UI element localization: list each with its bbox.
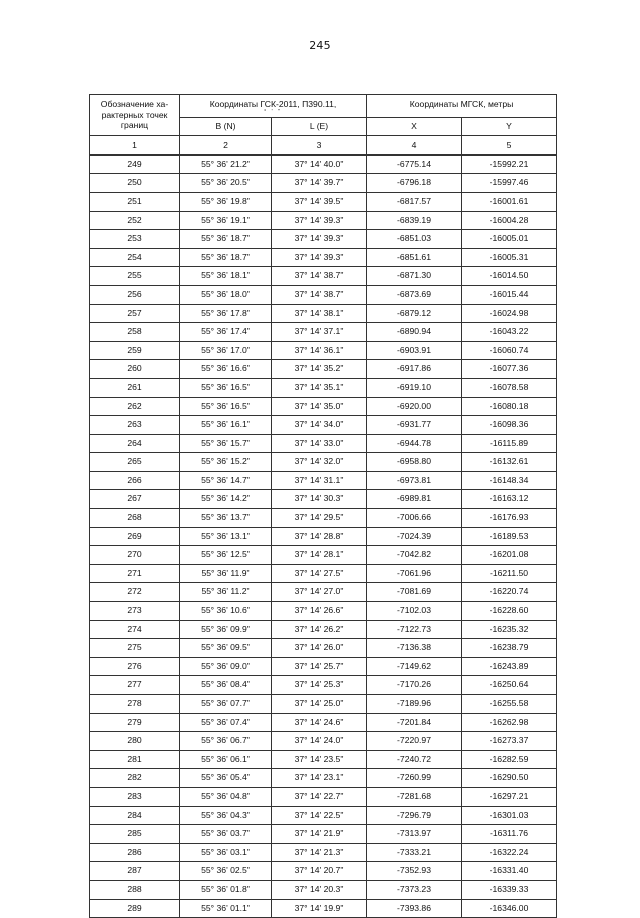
- x-cell: -6890.94: [367, 323, 462, 342]
- x-cell: -7061.96: [367, 564, 462, 583]
- point-id-cell: 272: [90, 583, 180, 602]
- table-row: [90, 397, 557, 416]
- table-row: [90, 676, 557, 695]
- latitude-cell: 55° 36' 18.0": [180, 285, 272, 304]
- longitude-cell: 37° 14' 23.1": [272, 769, 367, 788]
- longitude-cell: 37° 14' 21.9": [272, 825, 367, 844]
- y-cell: -16220.74: [462, 583, 557, 602]
- y-cell: -16255.58: [462, 695, 557, 714]
- table-row: [90, 211, 557, 230]
- point-id-cell: 258: [90, 323, 180, 342]
- table-row: [90, 471, 557, 490]
- latitude-cell: 55° 36' 09.9": [180, 620, 272, 639]
- point-id-cell: 271: [90, 564, 180, 583]
- x-cell: -7220.97: [367, 732, 462, 751]
- table-row: [90, 787, 557, 806]
- longitude-cell: 37° 14' 30.3": [272, 490, 367, 509]
- point-id-cell: 269: [90, 527, 180, 546]
- longitude-cell: 37° 14' 39.5": [272, 192, 367, 211]
- y-cell: -16235.32: [462, 620, 557, 639]
- point-id-cell: 261: [90, 378, 180, 397]
- longitude-cell: 37° 14' 20.7": [272, 862, 367, 881]
- latitude-cell: 55° 36' 06.7": [180, 732, 272, 751]
- y-cell: -16262.98: [462, 713, 557, 732]
- y-cell: -16060.74: [462, 341, 557, 360]
- y-cell: -16346.00: [462, 899, 557, 918]
- y-cell: -16115.89: [462, 434, 557, 453]
- table-row: [90, 360, 557, 379]
- x-cell: -7122.73: [367, 620, 462, 639]
- longitude-cell: 37° 14' 32.0": [272, 453, 367, 472]
- latitude-cell: 55° 36' 12.5": [180, 546, 272, 565]
- table-row: [90, 583, 557, 602]
- x-cell: -6851.03: [367, 230, 462, 249]
- x-cell: -7136.38: [367, 639, 462, 658]
- table-row: [90, 657, 557, 676]
- page-number: 245: [309, 39, 331, 52]
- header-gsk-title: Координаты ГСК-2011, П390.11,: [209, 99, 337, 109]
- header-gsk-units: ° ' ": [264, 109, 282, 115]
- table-row: [90, 304, 557, 323]
- table-row: [90, 267, 557, 286]
- y-cell: -16077.36: [462, 360, 557, 379]
- latitude-cell: 55° 36' 19.8": [180, 192, 272, 211]
- y-cell: -16297.21: [462, 787, 557, 806]
- latitude-cell: 55° 36' 18.7": [180, 230, 272, 249]
- x-cell: -6917.86: [367, 360, 462, 379]
- y-cell: -16098.36: [462, 416, 557, 435]
- point-id-cell: 255: [90, 267, 180, 286]
- point-id-cell: 286: [90, 843, 180, 862]
- latitude-cell: 55° 36' 05.4": [180, 769, 272, 788]
- latitude-cell: 55° 36' 14.2": [180, 490, 272, 509]
- table-row: [90, 174, 557, 193]
- y-cell: -16176.93: [462, 509, 557, 528]
- longitude-cell: 37° 14' 25.0": [272, 695, 367, 714]
- y-cell: -16311.76: [462, 825, 557, 844]
- header-column-numbers: [90, 136, 557, 155]
- x-cell: -6775.14: [367, 155, 462, 174]
- y-cell: -16080.18: [462, 397, 557, 416]
- x-cell: -7260.99: [367, 769, 462, 788]
- latitude-cell: 55° 36' 10.6": [180, 602, 272, 621]
- table-row: [90, 769, 557, 788]
- table-row: [90, 248, 557, 267]
- table-row: [90, 230, 557, 249]
- x-cell: -6989.81: [367, 490, 462, 509]
- point-id-cell: 289: [90, 899, 180, 918]
- longitude-cell: 37° 14' 38.7": [272, 285, 367, 304]
- latitude-cell: 55° 36' 03.1": [180, 843, 272, 862]
- x-cell: -6903.91: [367, 341, 462, 360]
- point-id-cell: 268: [90, 509, 180, 528]
- latitude-cell: 55° 36' 14.7": [180, 471, 272, 490]
- longitude-cell: 37° 14' 40.0": [272, 155, 367, 174]
- table-row: [90, 695, 557, 714]
- table-row: [90, 378, 557, 397]
- column-number: 5: [462, 136, 557, 155]
- point-id-cell: 273: [90, 602, 180, 621]
- header-mgsk-coordinates: Координаты МГСК, метры: [367, 95, 557, 118]
- y-cell: -16228.60: [462, 602, 557, 621]
- y-cell: -16339.33: [462, 880, 557, 899]
- longitude-cell: 37° 14' 37.1": [272, 323, 367, 342]
- point-id-cell: 262: [90, 397, 180, 416]
- x-cell: -7313.97: [367, 825, 462, 844]
- header-col-x: X: [367, 117, 462, 136]
- latitude-cell: 55° 36' 02.5": [180, 862, 272, 881]
- latitude-cell: 55° 36' 17.4": [180, 323, 272, 342]
- point-id-cell: 279: [90, 713, 180, 732]
- latitude-cell: 55° 36' 21.2": [180, 155, 272, 174]
- longitude-cell: 37° 14' 27.0": [272, 583, 367, 602]
- header-col-b: B (N): [180, 117, 272, 136]
- x-cell: -6851.61: [367, 248, 462, 267]
- point-id-cell: 280: [90, 732, 180, 751]
- latitude-cell: 55° 36' 16.5": [180, 397, 272, 416]
- point-id-cell: 274: [90, 620, 180, 639]
- table-header: [90, 95, 557, 155]
- latitude-cell: 55° 36' 11.9": [180, 564, 272, 583]
- longitude-cell: 37° 14' 35.2": [272, 360, 367, 379]
- longitude-cell: 37° 14' 25.3": [272, 676, 367, 695]
- y-cell: -16043.22: [462, 323, 557, 342]
- point-id-cell: 263: [90, 416, 180, 435]
- x-cell: -7393.86: [367, 899, 462, 918]
- table-row: [90, 750, 557, 769]
- latitude-cell: 55° 36' 09.0": [180, 657, 272, 676]
- latitude-cell: 55° 36' 04.8": [180, 787, 272, 806]
- x-cell: -6919.10: [367, 378, 462, 397]
- longitude-cell: 37° 14' 22.5": [272, 806, 367, 825]
- point-id-cell: 264: [90, 434, 180, 453]
- latitude-cell: 55° 36' 01.1": [180, 899, 272, 918]
- latitude-cell: 55° 36' 15.7": [180, 434, 272, 453]
- table-row: [90, 806, 557, 825]
- x-cell: -7296.79: [367, 806, 462, 825]
- y-cell: -16282.59: [462, 750, 557, 769]
- table-row: [90, 732, 557, 751]
- longitude-cell: 37° 14' 29.5": [272, 509, 367, 528]
- longitude-cell: 37° 14' 39.3": [272, 211, 367, 230]
- longitude-cell: 37° 14' 27.5": [272, 564, 367, 583]
- table-row: [90, 490, 557, 509]
- longitude-cell: 37° 14' 28.1": [272, 546, 367, 565]
- x-cell: -7333.21: [367, 843, 462, 862]
- point-id-cell: 265: [90, 453, 180, 472]
- table-row: [90, 880, 557, 899]
- point-id-cell: 257: [90, 304, 180, 323]
- table-row: [90, 527, 557, 546]
- y-cell: -16132.61: [462, 453, 557, 472]
- point-id-cell: 275: [90, 639, 180, 658]
- x-cell: -7102.03: [367, 602, 462, 621]
- longitude-cell: 37° 14' 33.0": [272, 434, 367, 453]
- point-id-cell: 283: [90, 787, 180, 806]
- longitude-cell: 37° 14' 34.0": [272, 416, 367, 435]
- point-id-cell: 281: [90, 750, 180, 769]
- y-cell: -16322.24: [462, 843, 557, 862]
- column-number: 1: [90, 136, 180, 155]
- table-row: [90, 341, 557, 360]
- x-cell: -6920.00: [367, 397, 462, 416]
- table-row: [90, 620, 557, 639]
- x-cell: -7170.26: [367, 676, 462, 695]
- y-cell: -16078.58: [462, 378, 557, 397]
- column-number: 2: [180, 136, 272, 155]
- y-cell: -15997.46: [462, 174, 557, 193]
- y-cell: -16238.79: [462, 639, 557, 658]
- longitude-cell: 37° 14' 22.7": [272, 787, 367, 806]
- longitude-cell: 37° 14' 31.1": [272, 471, 367, 490]
- longitude-cell: 37° 14' 36.1": [272, 341, 367, 360]
- latitude-cell: 55° 36' 03.7": [180, 825, 272, 844]
- table-row: [90, 713, 557, 732]
- y-cell: -16005.01: [462, 230, 557, 249]
- x-cell: -6958.80: [367, 453, 462, 472]
- table-row: [90, 639, 557, 658]
- longitude-cell: 37° 14' 19.9": [272, 899, 367, 918]
- table-row: [90, 843, 557, 862]
- y-cell: -16163.12: [462, 490, 557, 509]
- x-cell: -7006.66: [367, 509, 462, 528]
- longitude-cell: 37° 14' 35.1": [272, 378, 367, 397]
- latitude-cell: 55° 36' 07.7": [180, 695, 272, 714]
- longitude-cell: 37° 14' 38.1": [272, 304, 367, 323]
- table-row: [90, 323, 557, 342]
- x-cell: -6839.19: [367, 211, 462, 230]
- point-id-cell: 259: [90, 341, 180, 360]
- table-row: [90, 453, 557, 472]
- latitude-cell: 55° 36' 09.5": [180, 639, 272, 658]
- x-cell: -7149.62: [367, 657, 462, 676]
- x-cell: -7042.82: [367, 546, 462, 565]
- point-id-cell: 270: [90, 546, 180, 565]
- y-cell: -16301.03: [462, 806, 557, 825]
- latitude-cell: 55° 36' 11.2": [180, 583, 272, 602]
- table-row: [90, 825, 557, 844]
- y-cell: -16211.50: [462, 564, 557, 583]
- table-row: [90, 564, 557, 583]
- y-cell: -16201.08: [462, 546, 557, 565]
- latitude-cell: 55° 36' 04.3": [180, 806, 272, 825]
- latitude-cell: 55° 36' 06.1": [180, 750, 272, 769]
- point-id-cell: 267: [90, 490, 180, 509]
- header-col-l: L (E): [272, 117, 367, 136]
- y-cell: -16014.50: [462, 267, 557, 286]
- table-row: [90, 434, 557, 453]
- y-cell: -16005.31: [462, 248, 557, 267]
- longitude-cell: 37° 14' 38.7": [272, 267, 367, 286]
- point-id-cell: 277: [90, 676, 180, 695]
- longitude-cell: 37° 14' 21.3": [272, 843, 367, 862]
- y-cell: -16001.61: [462, 192, 557, 211]
- x-cell: -6817.57: [367, 192, 462, 211]
- longitude-cell: 37° 14' 39.3": [272, 248, 367, 267]
- x-cell: -7373.23: [367, 880, 462, 899]
- point-id-cell: 266: [90, 471, 180, 490]
- y-cell: -16004.28: [462, 211, 557, 230]
- longitude-cell: 37° 14' 26.6": [272, 602, 367, 621]
- table-body: [90, 155, 557, 918]
- y-cell: -16290.50: [462, 769, 557, 788]
- longitude-cell: 37° 14' 35.0": [272, 397, 367, 416]
- point-id-cell: 282: [90, 769, 180, 788]
- latitude-cell: 55° 36' 16.1": [180, 416, 272, 435]
- latitude-cell: 55° 36' 08.4": [180, 676, 272, 695]
- latitude-cell: 55° 36' 19.1": [180, 211, 272, 230]
- latitude-cell: 55° 36' 16.6": [180, 360, 272, 379]
- latitude-cell: 55° 36' 13.7": [180, 509, 272, 528]
- y-cell: -16148.34: [462, 471, 557, 490]
- point-id-cell: 249: [90, 155, 180, 174]
- point-id-cell: 251: [90, 192, 180, 211]
- latitude-cell: 55° 36' 20.5": [180, 174, 272, 193]
- latitude-cell: 55° 36' 13.1": [180, 527, 272, 546]
- header-point-designation: Обозначение ха-рактерных точек границ: [90, 95, 180, 136]
- x-cell: -6879.12: [367, 304, 462, 323]
- point-id-cell: 250: [90, 174, 180, 193]
- x-cell: -6796.18: [367, 174, 462, 193]
- latitude-cell: 55° 36' 07.4": [180, 713, 272, 732]
- table-row: [90, 192, 557, 211]
- point-id-cell: 287: [90, 862, 180, 881]
- y-cell: -16189.53: [462, 527, 557, 546]
- table-row: [90, 509, 557, 528]
- latitude-cell: 55° 36' 16.5": [180, 378, 272, 397]
- point-id-cell: 276: [90, 657, 180, 676]
- point-id-cell: 278: [90, 695, 180, 714]
- longitude-cell: 37° 14' 39.3": [272, 230, 367, 249]
- y-cell: -16024.98: [462, 304, 557, 323]
- longitude-cell: 37° 14' 24.6": [272, 713, 367, 732]
- coordinates-table: [89, 94, 557, 918]
- longitude-cell: 37° 14' 26.2": [272, 620, 367, 639]
- table-row: [90, 546, 557, 565]
- point-id-cell: 256: [90, 285, 180, 304]
- table-row: [90, 416, 557, 435]
- point-id-cell: 260: [90, 360, 180, 379]
- x-cell: -7240.72: [367, 750, 462, 769]
- column-number: 3: [272, 136, 367, 155]
- table-row: [90, 285, 557, 304]
- table-row: [90, 899, 557, 918]
- longitude-cell: 37° 14' 26.0": [272, 639, 367, 658]
- longitude-cell: 37° 14' 20.3": [272, 880, 367, 899]
- column-number: 4: [367, 136, 462, 155]
- point-id-cell: 284: [90, 806, 180, 825]
- table-row: [90, 862, 557, 881]
- point-id-cell: 285: [90, 825, 180, 844]
- y-cell: -16273.37: [462, 732, 557, 751]
- x-cell: -6944.78: [367, 434, 462, 453]
- latitude-cell: 55° 36' 18.7": [180, 248, 272, 267]
- longitude-cell: 37° 14' 24.0": [272, 732, 367, 751]
- x-cell: -7081.69: [367, 583, 462, 602]
- latitude-cell: 55° 36' 18.1": [180, 267, 272, 286]
- x-cell: -7189.96: [367, 695, 462, 714]
- latitude-cell: 55° 36' 01.8": [180, 880, 272, 899]
- longitude-cell: 37° 14' 39.7": [272, 174, 367, 193]
- latitude-cell: 55° 36' 15.2": [180, 453, 272, 472]
- longitude-cell: 37° 14' 23.5": [272, 750, 367, 769]
- x-cell: -6873.69: [367, 285, 462, 304]
- header-gsk-coordinates: [180, 95, 367, 118]
- x-cell: -6973.81: [367, 471, 462, 490]
- x-cell: -7024.39: [367, 527, 462, 546]
- point-id-cell: 288: [90, 880, 180, 899]
- latitude-cell: 55° 36' 17.8": [180, 304, 272, 323]
- longitude-cell: 37° 14' 28.8": [272, 527, 367, 546]
- longitude-cell: 37° 14' 25.7": [272, 657, 367, 676]
- y-cell: -16015.44: [462, 285, 557, 304]
- table-row: [90, 602, 557, 621]
- x-cell: -6931.77: [367, 416, 462, 435]
- x-cell: -6871.30: [367, 267, 462, 286]
- y-cell: -16331.40: [462, 862, 557, 881]
- x-cell: -7281.68: [367, 787, 462, 806]
- y-cell: -15992.21: [462, 155, 557, 174]
- point-id-cell: 252: [90, 211, 180, 230]
- table-row: [90, 155, 557, 174]
- point-id-cell: 254: [90, 248, 180, 267]
- point-id-cell: 253: [90, 230, 180, 249]
- y-cell: -16243.89: [462, 657, 557, 676]
- latitude-cell: 55° 36' 17.0": [180, 341, 272, 360]
- x-cell: -7352.93: [367, 862, 462, 881]
- x-cell: -7201.84: [367, 713, 462, 732]
- y-cell: -16250.64: [462, 676, 557, 695]
- header-col-y: Y: [462, 117, 557, 136]
